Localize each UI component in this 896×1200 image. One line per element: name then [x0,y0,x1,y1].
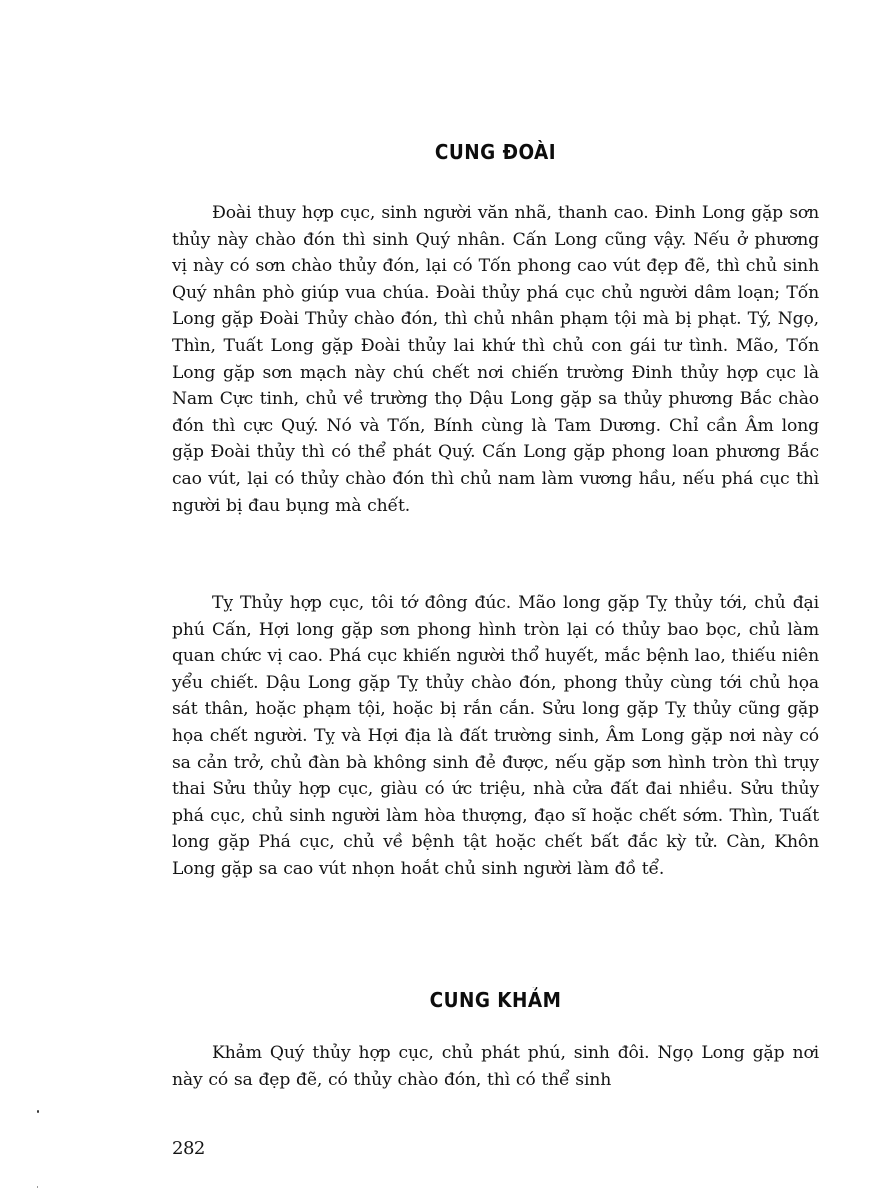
page-number: 282 [172,1138,205,1159]
scan-speck [37,1186,38,1188]
section-title-cung-doai: CUNG ĐOÀI [434,140,557,164]
paragraph-doai-2: Tỵ Thủy hợp cục, tôi tớ đông đúc. Mão long gặp Tỵ thủy tới, chủ đại phú Cấn, Hợi long gặp sơn phong hình tròn lại có thủy bao bọc, chủ làm quan chức vị cao. Phá cục khiến người thổ huyết, mắc bệnh lao, thiếu niên yểu chiết. Dậu Long gặp Tỵ thủy chào đón, phong thủy cùng tới chủ họa sát thân, hoặc phạm tội, hoặc bị rắn cắn. Sửu long gặp Tỵ thủy cũng gặp họa chết người. Tỵ và Hợi địa là đất trường sinh, Âm Long gặp nơi này có sa cản trở, chủ đàn bà không sinh đẻ được, nếu gặp sơn hình tròn thì trụy thai Sửu thủy hợp cục, giàu có ức triệu, nhà cửa đất đai nhiều. Sửu thủy phá cục, chủ sinh người làm hòa thượng, đạo sĩ hoặc chết sớm. Thìn, Tuất long gặp Phá cục, chủ về bệnh tật hoặc chết bất đắc kỳ tử. Càn, Khôn Long gặp sa cao vút nhọn hoắt chủ sinh người làm đồ tể. [172,593,819,879]
paragraph-kham-1: Khảm Quý thủy hợp cục, chủ phát phú, sinh đôi. Ngọ Long gặp nơi này có sa đẹp đẽ, có thủy chào đón, thì có thể sinh [172,1043,819,1090]
scan-speck [37,1110,39,1113]
paragraph-doai-1: Đoài thuy hợp cục, sinh người văn nhã, thanh cao. Đinh Long gặp sơn thủy này chào đón thì sinh Quý nhân. Cấn Long cũng vậy. Nếu ở phương vị này có sơn chào thủy đón, lại có Tốn phong cao vút đẹp đẽ, thì chủ sinh Quý nhân phò giúp vua chúa. Đoài thủy phá cục chủ người dâm loạn; Tốn Long gặp Đoài Thủy chào đón, thì chủ nhân phạm tội mà bị phạt. Tý, Ngọ, Thìn, Tuất Long gặp Đoài thủy lai khứ thì chủ con gái tư tình. Mão, Tốn Long gặp sơn mạch này chú chết nơi chiến trường Đinh thủy hợp cục là Nam Cực tinh, chủ về trường thọ Dậu Long gặp sa thủy phương Bắc chào đón thì cực Quý. Nó và Tốn, Bính cùng là Tam Dương. Chỉ cần Âm long gặp Đoài thủy thì có thể phát Quý. Cấn Long gặp phong loan phương Bắc cao vút, lại có thủy chào đón thì chủ nam làm vương hầu, nếu phá cục thì người bị đau bụng mà chết. [172,203,819,516]
section-title-cung-kham: CUNG KHẢM [429,988,562,1012]
